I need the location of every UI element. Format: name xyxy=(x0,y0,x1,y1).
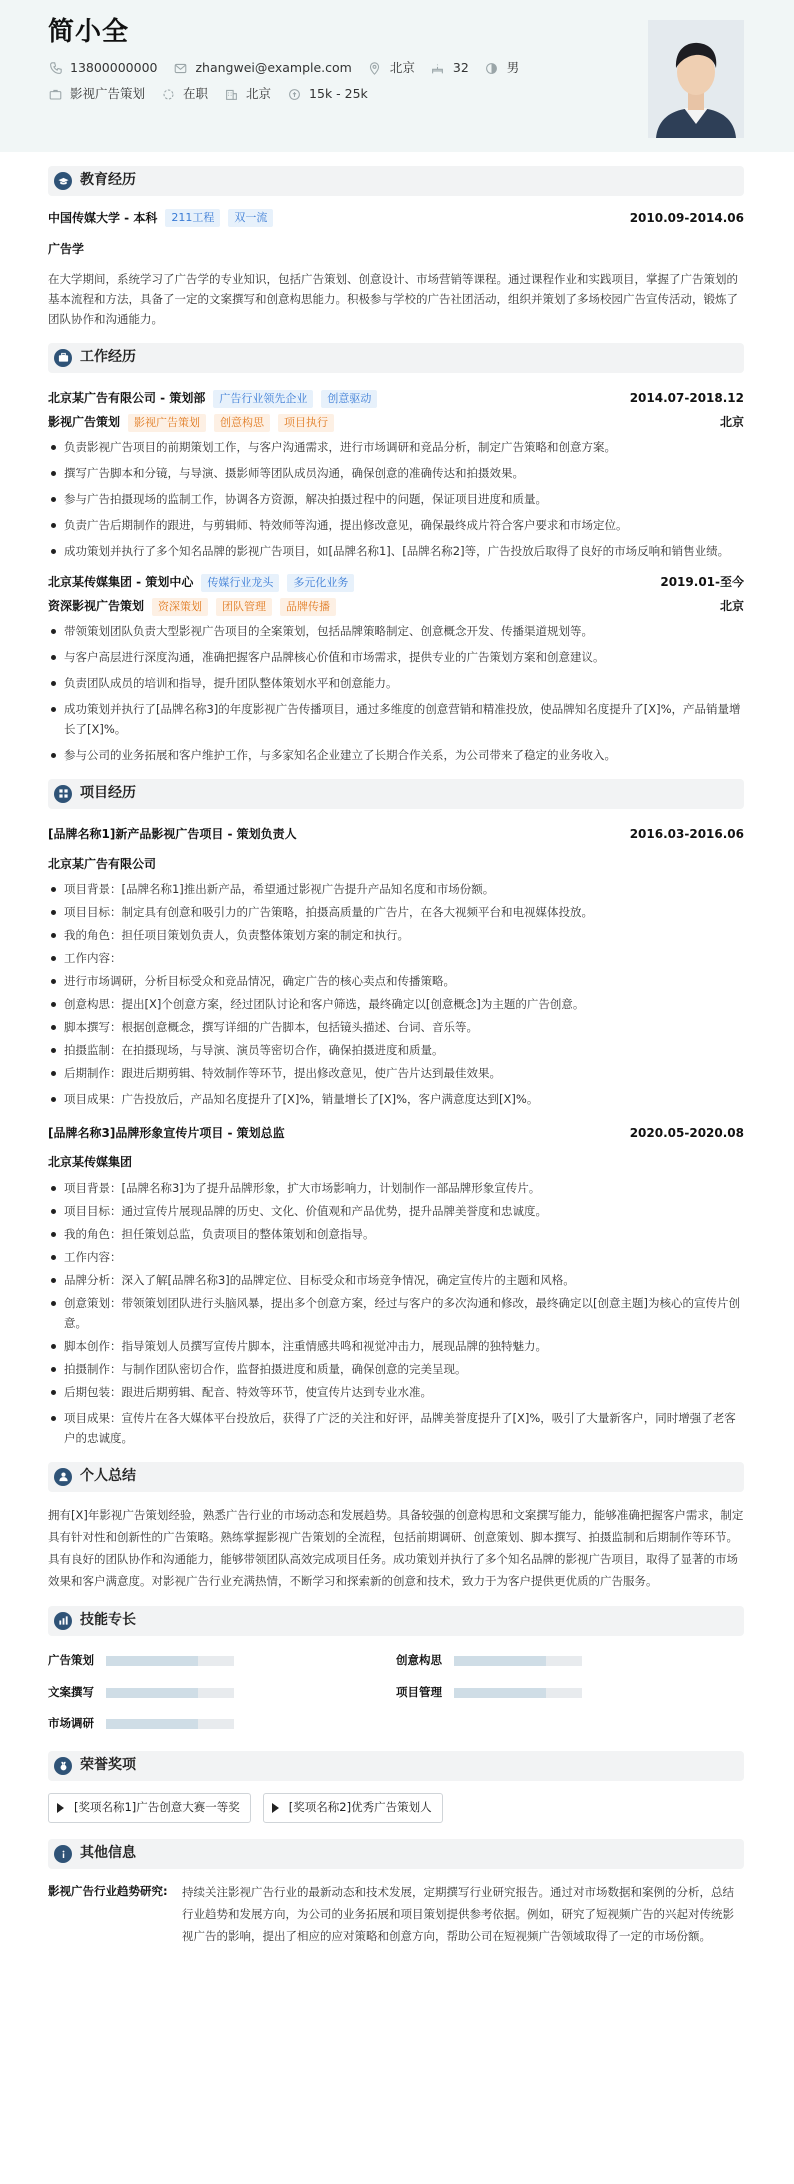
section-projects xyxy=(48,779,744,809)
work-entry xyxy=(48,389,744,561)
list-item: 负责团队成员的培训和指导，提升团队整体策划水平和创意能力。 xyxy=(48,673,744,693)
gender-text: 男 xyxy=(506,60,520,75)
work-left xyxy=(48,573,354,592)
project-title: [品牌名称1]新产品影视广告项目 - 策划负责人 xyxy=(48,827,297,842)
project-org: 北京某传媒集团 xyxy=(48,1155,133,1170)
role-left xyxy=(48,597,336,616)
section-title-awards: 荣誉奖项 xyxy=(80,1757,136,1774)
skill-name: 市场调研 xyxy=(48,1716,94,1731)
list-item: 脚本创作：指导策划人员撰写宣传片脚本，注重情感共鸣和视觉冲击力，展现品牌的独特魅力。 xyxy=(48,1336,744,1356)
list-item: 拍摄制作：与制作团队密切合作，监督拍摄进度和质量，确保创意的完美呈现。 xyxy=(48,1359,744,1379)
education-header xyxy=(48,208,744,228)
work-header xyxy=(48,389,744,409)
project-bullets xyxy=(48,879,744,1109)
skill-bar xyxy=(106,1656,234,1666)
medal-icon xyxy=(54,1757,72,1775)
list-item: 撰写广告脚本和分镜，与导演、摄影师等团队成员沟通，确保创意的准确传达和拍摄效果。 xyxy=(48,463,744,483)
skill-item xyxy=(48,1684,396,1702)
skill-fill xyxy=(106,1656,198,1666)
skill-name: 项目管理 xyxy=(396,1684,442,1699)
project-header xyxy=(48,1123,744,1143)
section-title-work: 工作经历 xyxy=(80,348,136,365)
work-header xyxy=(48,573,744,593)
profile-photo xyxy=(648,20,744,138)
section-title-skills: 技能专长 xyxy=(80,1611,136,1628)
award-item xyxy=(263,1793,443,1823)
skill-fill xyxy=(454,1656,546,1666)
list-item: 拍摄监制：在拍摄现场，与导演、演员等密切合作，确保拍摄进度和质量。 xyxy=(48,1040,744,1060)
work-bullets xyxy=(48,621,744,765)
phone-icon xyxy=(48,61,62,75)
project-org: 北京某广告有限公司 xyxy=(48,856,157,871)
role-name: 资深影视广告策划 xyxy=(48,599,145,614)
job-text: 影视广告策划 xyxy=(70,86,146,101)
role-name: 影视广告策划 xyxy=(48,415,121,430)
awards-list xyxy=(48,1793,744,1823)
candidate-name: 简小全 xyxy=(48,17,130,47)
list-item: 项目成果：宣传片在各大媒体平台投放后，获得了广泛的关注和好评，品牌美誉度提升了[X]%，吸引了大量新客户，同时增强了老客户的忠诚度。 xyxy=(48,1408,744,1448)
role-row xyxy=(48,597,744,617)
company-tag: 传媒行业龙头 xyxy=(201,574,279,592)
school-name: 中国传媒大学 - 本科 xyxy=(48,210,158,225)
section-title-education: 教育经历 xyxy=(80,172,136,189)
work-entry xyxy=(48,573,744,765)
list-item: 成功策划并执行了[品牌名称3]的年度影视广告传播项目，通过多维度的创意营销和精准投放，使品牌知名度提升了[X]%，产品销量增长了[X]%。 xyxy=(48,699,744,739)
role-tag: 影视广告策划 xyxy=(128,414,206,432)
age-text: 32 xyxy=(452,60,469,75)
company-name: 北京某广告有限公司 - 策划部 xyxy=(48,391,206,406)
skill-name: 广告策划 xyxy=(48,1652,94,1667)
status-text: 在职 xyxy=(183,86,209,101)
project-title: [品牌名称3]品牌形象宣传片项目 - 策划总监 xyxy=(48,1125,285,1140)
project-entry xyxy=(48,1123,744,1448)
list-item: 进行市场调研，分析目标受众和竞品情况，确定广告的核心卖点和传播策略。 xyxy=(48,971,744,991)
award-name: [奖项名称1]广告创意大赛一等奖 xyxy=(74,1800,240,1815)
award-item xyxy=(48,1793,251,1823)
section-work xyxy=(48,343,744,373)
role-tag: 团队管理 xyxy=(216,598,272,616)
company-name: 北京某传媒集团 - 策划中心 xyxy=(48,575,194,590)
list-item: 工作内容： xyxy=(48,1247,744,1267)
email-text: zhangwei@example.com xyxy=(195,60,352,75)
salary-text: 15k - 25k xyxy=(309,86,368,101)
school-tag: 双一流 xyxy=(228,209,273,227)
skill-bar xyxy=(106,1719,234,1729)
list-item: 带领策划团队负责大型影视广告项目的全案策划，包括品牌策略制定、创意概念开发、传播渠道规划等。 xyxy=(48,621,744,641)
list-item: 脚本撰写：根据创意概念，撰写详细的广告脚本，包括镜头描述、台词、音乐等。 xyxy=(48,1017,744,1037)
play-icon xyxy=(272,1803,279,1813)
project-header xyxy=(48,825,744,845)
skill-fill xyxy=(106,1688,198,1698)
intent-row xyxy=(48,86,744,102)
section-awards xyxy=(48,1751,744,1781)
phone-text: 13800000000 xyxy=(70,60,158,75)
section-skills xyxy=(48,1606,744,1636)
age-item xyxy=(431,60,469,76)
skill-name: 文案撰写 xyxy=(48,1684,94,1699)
list-item: 项目背景：[品牌名称1]推出新产品，希望通过影视广告提升产品知名度和市场份额。 xyxy=(48,879,744,899)
education-left xyxy=(48,209,273,228)
list-item: 项目成果：广告投放后，产品知名度提升了[X]%，销量增长了[X]%，客户满意度达到[X]%。 xyxy=(48,1089,744,1109)
list-item: 项目目标：通过宣传片展现品牌的历史、文化、价值观和产品优势，提升品牌美誉度和忠诚度。 xyxy=(48,1201,744,1221)
section-title-summary: 个人总结 xyxy=(80,1467,136,1484)
role-left xyxy=(48,413,334,432)
company-tag: 广告行业领先企业 xyxy=(213,390,313,408)
list-item: 项目背景：[品牌名称3]为了提升品牌形象，扩大市场影响力，计划制作一部品牌形象宣传片。 xyxy=(48,1178,744,1198)
age-icon xyxy=(431,61,445,75)
list-item: 后期制作：跟进后期剪辑、特效制作等环节，提出修改意见，使广告片达到最佳效果。 xyxy=(48,1063,744,1083)
skill-item xyxy=(396,1652,744,1670)
section-title-projects: 项目经历 xyxy=(80,784,136,801)
work-city: 北京 xyxy=(719,415,744,430)
job-item xyxy=(48,86,145,102)
project-bullets xyxy=(48,1178,744,1448)
company-tag: 创意驱动 xyxy=(321,390,377,408)
play-icon xyxy=(57,1803,64,1813)
building-icon xyxy=(224,87,238,101)
list-item: 创意构思：提出[X]个创意方案，经过团队讨论和客户筛选，最终确定以[创意概念]为主题的广告创意。 xyxy=(48,994,744,1014)
project-entry xyxy=(48,825,744,1110)
status-icon xyxy=(161,87,175,101)
skill-bar xyxy=(454,1688,582,1698)
list-item: 我的角色：担任项目策划负责人，负责整体策划方案的制定和执行。 xyxy=(48,925,744,945)
skill-fill xyxy=(454,1688,546,1698)
resume-header xyxy=(0,0,794,152)
chart-icon xyxy=(54,1612,72,1630)
city-text: 北京 xyxy=(389,60,415,75)
email-icon xyxy=(173,61,187,75)
project-date: 2016.03-2016.06 xyxy=(629,827,744,842)
resume-body xyxy=(0,152,794,1947)
role-row xyxy=(48,413,744,433)
briefcase-icon xyxy=(48,87,62,101)
graduation-cap-icon xyxy=(54,172,72,190)
education-date: 2010.09-2014.06 xyxy=(629,210,744,225)
salary-item xyxy=(287,86,368,102)
user-icon xyxy=(54,1468,72,1486)
award-name: [奖项名称2]优秀广告策划人 xyxy=(288,1800,432,1815)
role-tag: 创意构思 xyxy=(214,414,270,432)
list-item: 我的角色：担任策划总监，负责项目的整体策划和创意指导。 xyxy=(48,1224,744,1244)
info-icon xyxy=(54,1845,72,1863)
city-item xyxy=(368,60,415,76)
other-text: 持续关注影视广告行业的最新动态和技术发展，定期撰写行业研究报告。通过对市场数据和案例的分析，总结行业趋势和发展方向，为公司的业务拓展和项目策划提供参考依据。例如，研究了短视频广告的兴起对传统影视广告的影响，提出了相应的应对策略和创意方向，帮助公司在短视频广告领域取得了一定的市场份额。 xyxy=(182,1885,734,1944)
grid-icon xyxy=(54,785,72,803)
skill-bar xyxy=(454,1656,582,1666)
role-tag: 品牌传播 xyxy=(280,598,336,616)
skill-bar xyxy=(106,1688,234,1698)
list-item: 品牌分析：深入了解[品牌名称3]的品牌定位、目标受众和市场竞争情况，确定宣传片的主题和风格。 xyxy=(48,1270,744,1290)
list-item: 项目目标：制定具有创意和吸引力的广告策略，拍摄高质量的广告片，在各大视频平台和电视媒体投放。 xyxy=(48,902,744,922)
email-item xyxy=(173,60,351,76)
skill-fill xyxy=(106,1719,198,1729)
role-tag: 资深策划 xyxy=(152,598,208,616)
role-tag: 项目执行 xyxy=(278,414,334,432)
work-bullets xyxy=(48,437,744,561)
other-entry xyxy=(48,1881,744,1947)
major: 广告学 xyxy=(48,242,85,256)
other-label: 影视广告行业趋势研究: xyxy=(48,1884,168,1899)
skill-item xyxy=(48,1652,396,1670)
target-city-text: 北京 xyxy=(246,86,272,101)
project-date: 2020.05-2020.08 xyxy=(629,1125,744,1140)
phone-item xyxy=(48,60,157,76)
gender-icon xyxy=(485,61,499,75)
work-date: 2019.01-至今 xyxy=(660,575,744,590)
education-entry xyxy=(48,208,744,329)
list-item: 负责广告后期制作的跟进，与剪辑师、特效师等沟通，提出修改意见，确保最终成片符合客户要求和市场定位。 xyxy=(48,515,744,535)
skill-item xyxy=(48,1715,396,1733)
list-item: 成功策划并执行了多个知名品牌的影视广告项目，如[品牌名称1]、[品牌名称2]等，广告投放后取得了良好的市场反响和销售业绩。 xyxy=(48,541,744,561)
list-item: 后期包装：跟进后期剪辑、配音、特效等环节，使宣传片达到专业水准。 xyxy=(48,1382,744,1402)
status-item xyxy=(161,86,208,102)
summary-text: 拥有[X]年影视广告策划经验，熟悉广告行业的市场动态和发展趋势。具备较强的创意构思和文案撰写能力，能够准确把握客户需求，制定具有针对性和创新性的广告策略。熟练掌握影视广告策划的全流程，包括前期调研、创意策划、脚本撰写、拍摄监制和后期制作等环节。具有良好的团队协作和沟通能力，能够带领团队高效完成项目任务。成功策划并执行了多个知名品牌的影视广告项目，取得了显著的市场效果和客户满意度。对影视广告行业充满热情，不断学习和探索新的创意和技术，致力于为客户提供更优质的广告服务。 xyxy=(48,1507,744,1588)
section-summary xyxy=(48,1462,744,1492)
skill-name: 创意构思 xyxy=(396,1652,442,1667)
list-item: 负责影视广告项目的前期策划工作，与客户沟通需求，进行市场调研和竞品分析，制定广告策略和创意方案。 xyxy=(48,437,744,457)
school-tag: 211工程 xyxy=(165,209,220,227)
skill-item xyxy=(396,1684,744,1702)
list-item: 工作内容： xyxy=(48,948,744,968)
location-icon xyxy=(368,61,382,75)
list-item: 与客户高层进行深度沟通，准确把握客户品牌核心价值和市场需求，提供专业的广告策划方案和创意建议。 xyxy=(48,647,744,667)
company-tag: 多元化业务 xyxy=(287,574,354,592)
section-education xyxy=(48,166,744,196)
section-other xyxy=(48,1839,744,1869)
work-city: 北京 xyxy=(719,599,744,614)
target-city-item xyxy=(224,86,271,102)
money-icon xyxy=(287,87,301,101)
education-desc: 在大学期间，系统学习了广告学的专业知识，包括广告策划、创意设计、市场营销等课程。通过课程作业和实践项目，掌握了广告策划的基本流程和方法，具备了一定的文案撰写和创意构思能力。积极参与学校的广告社团活动，组织并策划了多场校园广告宣传活动，锻炼了团队协作和沟通能力。 xyxy=(48,271,738,326)
work-date: 2014.07-2018.12 xyxy=(629,391,744,406)
section-title-other: 其他信息 xyxy=(80,1845,136,1862)
list-item: 创意策划：带领策划团队进行头脑风暴，提出多个创意方案，经过与客户的多次沟通和修改，最终确定以[创意主题]为核心的宣传片创意。 xyxy=(48,1293,744,1333)
work-icon xyxy=(54,349,72,367)
list-item: 参与广告拍摄现场的监制工作，协调各方资源，解决拍摄过程中的问题，保证项目进度和质量。 xyxy=(48,489,744,509)
list-item: 参与公司的业务拓展和客户维护工作，与多家知名企业建立了长期合作关系，为公司带来了稳定的业务收入。 xyxy=(48,745,744,765)
contact-row xyxy=(48,60,744,76)
work-left xyxy=(48,389,377,408)
gender-item xyxy=(485,60,520,76)
skills-grid xyxy=(48,1652,744,1733)
